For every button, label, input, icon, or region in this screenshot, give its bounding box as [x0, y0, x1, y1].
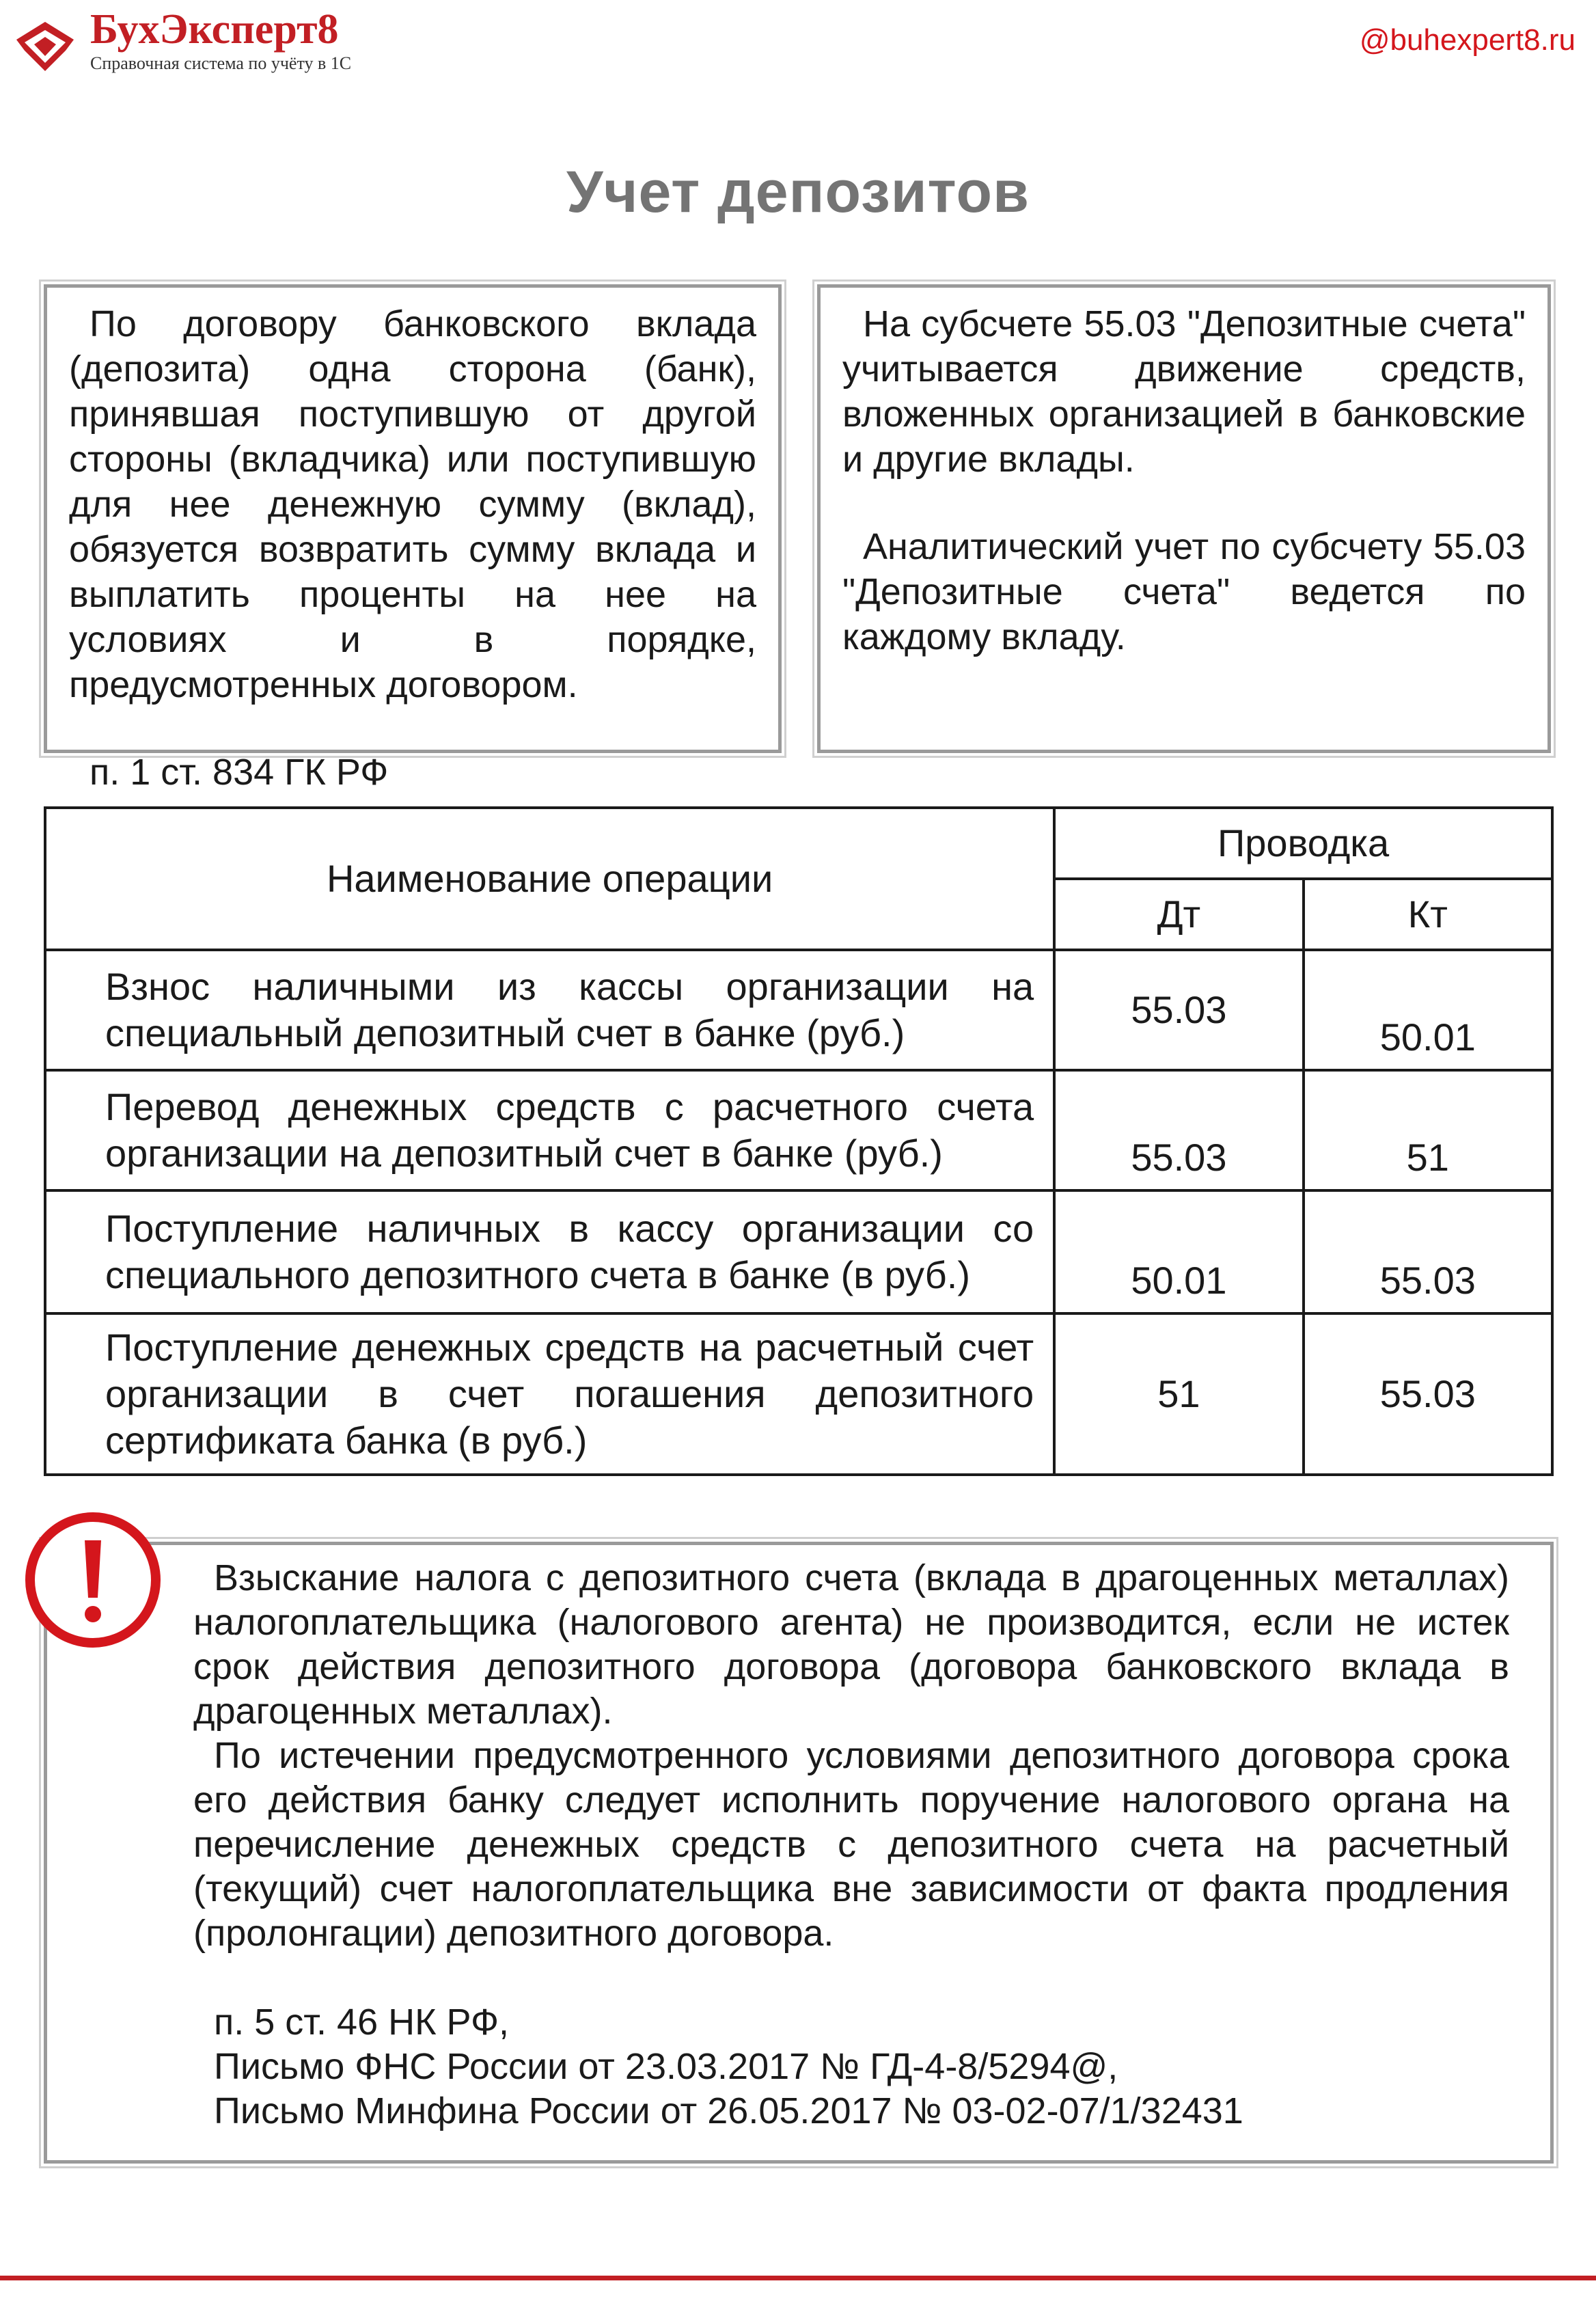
debit-cell: 51: [1054, 1313, 1303, 1475]
postings-table: [44, 806, 1554, 1476]
table-row: [45, 1313, 1552, 1475]
exclamation-icon: [23, 1510, 163, 1650]
definition-box: [44, 284, 782, 793]
site-handle[interactable]: @buhexpert8.ru: [1359, 23, 1576, 57]
debit-cell: 55.03: [1054, 950, 1303, 1070]
table-row: [45, 1070, 1552, 1190]
table-row: [45, 1190, 1552, 1313]
operation-cell: Поступление наличных в кассу организации со специального депозитного счета в банке (в руб.): [45, 1190, 1054, 1313]
subaccount-box: [817, 284, 1551, 753]
tax-note-box: [44, 1542, 1554, 2164]
debit-cell: 55.03: [1054, 1070, 1303, 1190]
note-paragraph: Взыскание налога с депозитного счета (вклада в драгоценных металлах) налогоплательщика (налогового агента) не производится, если не истек срок действия депозитного договора (договора банковского вклада в драгоценных металлах).: [193, 1557, 1509, 1732]
note-reference: п. 5 ст. 46 НК РФ,: [214, 2002, 510, 2043]
definition-reference: п. 1 ст. 834 ГК РФ: [90, 752, 389, 793]
note-reference: Письмо Минфина России от 26.05.2017 № 03-02-07/1/32431: [214, 2090, 1243, 2131]
credit-cell: 50.01: [1304, 950, 1552, 1070]
credit-cell: 51: [1304, 1070, 1552, 1190]
definition-text: По договору банковского вклада (депозита) одна сторона (банк), принявшая поступившую от другой стороны (вкладчика) или поступившую для нее денежную сумму (вклад), обязуется возвратить сумму вклада и выплатить проценты на нее на условиях и в порядке, предусмотренных договором.: [69, 303, 756, 705]
note-reference: Письмо ФНС России от 23.03.2017 № ГД-4-8/5294@,: [214, 2046, 1118, 2087]
header-posting: Проводка: [1054, 808, 1552, 879]
header-credit: Кт: [1304, 879, 1552, 950]
footer-divider: [0, 2276, 1596, 2280]
credit-cell: 55.03: [1304, 1190, 1552, 1313]
table-row: [45, 950, 1552, 1070]
operation-cell: Перевод денежных средств с расчетного счета организации на депозитный счет в банке (руб.): [45, 1070, 1054, 1190]
brand-tagline: Справочная система по учёту в 1С: [90, 53, 352, 73]
operation-cell: Поступление денежных средств на расчетный счет организации в счет погашения депозитного сертификата банка (в руб.): [45, 1313, 1054, 1475]
brand-logo-icon: [11, 12, 79, 81]
credit-cell: 55.03: [1304, 1313, 1552, 1475]
note-paragraph: По истечении предусмотренного условиями депозитного договора срока его действия банку следует исполнить поручение налогового органа на перечисление денежных средств с депозитного счета на расчетный (текущий) счет налогоплательщика вне зависимости от факта продления (пролонгации) депозитного договора.: [193, 1735, 1509, 1954]
analytics-text: Аналитический учет по субсчету 55.03 "Депозитные счета" ведется по каждому вкладу.: [842, 526, 1526, 657]
header-debit: Дт: [1054, 879, 1303, 950]
brand: [90, 5, 351, 74]
debit-cell: 50.01: [1054, 1190, 1303, 1313]
brand-name: БухЭксперт8: [90, 6, 339, 53]
subaccount-text: На субсчете 55.03 "Депозитные счета" учитывается движение средств, вложенных организацией в банковские и другие вклады.: [842, 303, 1526, 480]
page-title: Учет депозитов: [566, 159, 1030, 225]
header-operation: Наименование операции: [45, 808, 1054, 950]
operation-cell: Взнос наличными из кассы организации на специальный депозитный счет в банке (руб.): [45, 950, 1054, 1070]
